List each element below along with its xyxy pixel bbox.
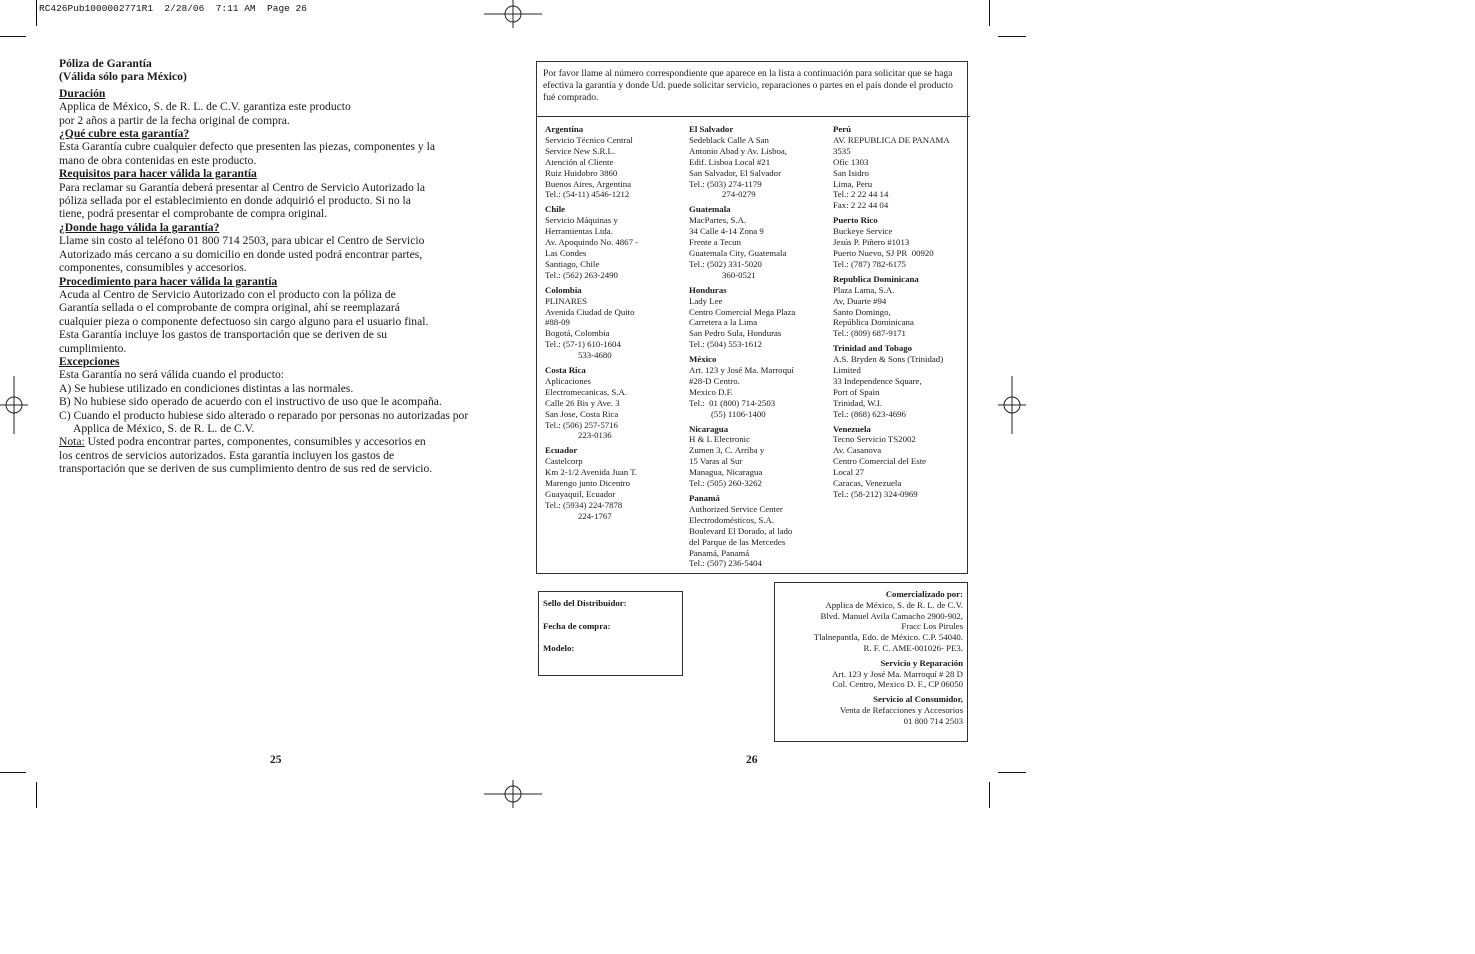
address-line: Limited	[833, 365, 861, 376]
address-line: Tel.: (562) 263-2490	[545, 269, 618, 280]
address-line: Mexico D.F.	[689, 386, 734, 397]
address-line: Authorized Service Center	[689, 503, 783, 514]
address-line: Tel.: (503) 274-1179	[689, 178, 762, 189]
address-line: Av. Casanova	[833, 445, 882, 456]
address-line: Tel.: (868) 623-4696	[833, 408, 906, 419]
paragraph-line: Autorizado más cercano a su domicilio en donde usted podrá encontrar partes,	[59, 247, 423, 261]
address-line: Servicio Técnico Central	[545, 134, 633, 145]
paragraph-line: Garantía sellada o el comprobante de compra original, ahí se reemplazará	[59, 301, 400, 315]
address-line: Blvd. Manuel Avila Camacho 2900-902,	[820, 610, 963, 621]
address-line: Tel.: 2 22 44 14	[833, 189, 889, 200]
address-line: Venta de Refacciones y Accesorios	[839, 704, 963, 715]
address-line: Av. Apoquindo No. 4867 -	[545, 237, 639, 248]
address-line: Electromecanicas, S.A.	[545, 386, 628, 397]
paragraph-line: Llame sin costo al teléfono 01 800 714 2503, para ubicar el Centro de Servicio	[59, 234, 425, 248]
consumer-heading: Servicio al Consumidor,	[873, 694, 963, 705]
address-line: 01 800 714 2503	[903, 715, 963, 726]
crop-mark	[36, 0, 37, 26]
address-line: Atención al Cliente	[545, 156, 614, 167]
registration-mark-icon	[0, 375, 30, 435]
address-line: Guatemala City, Guatemala	[689, 247, 787, 258]
address-line: Applica de México, S. de R. L. de C.V.	[825, 599, 963, 610]
address-line: Trinidad, W.I.	[833, 397, 883, 408]
service-column-1	[545, 124, 685, 522]
note-label: Nota:	[59, 435, 85, 449]
address-line: Art. 123 y José Ma. Marroquí	[689, 365, 794, 376]
address-line: Tel.: (502) 331-5020	[689, 258, 762, 269]
address-line: PLINARES	[545, 295, 588, 306]
country-name: Venezuela	[833, 423, 871, 434]
address-line: Bogotá, Colombia	[545, 328, 610, 339]
address-line: Ofic 1303	[833, 156, 869, 167]
paragraph-line: Esta Garantía no será válida cuando el producto:	[59, 368, 285, 382]
country-name: Perú	[833, 124, 852, 134]
paragraph-line: mano de obra contenidas en este producto.	[59, 153, 257, 167]
address-line: Edif. Lisboa Local #21	[689, 156, 771, 167]
address-line: 3535	[833, 145, 851, 156]
address-line: Fracc Los Pirules	[901, 621, 963, 632]
address-line: Electrodomésticos, S.A.	[689, 514, 775, 525]
address-line: H & L Electronic	[689, 434, 750, 445]
paragraph-line: cualquier pieza o componente defectuoso sin cargo alguno para el usuario final.	[59, 314, 429, 328]
address-line: Km 2-1/2 Avenida Juan T.	[545, 467, 638, 478]
paragraph-line: cumplimiento.	[59, 341, 127, 355]
exception-item: A) Se hubiese utilizado en condiciones distintas a las normales.	[59, 381, 354, 395]
consumer-lines	[773, 705, 963, 727]
note-line: los centros de servicios autorizados. Esta garantía incluyen los gastos de	[59, 448, 395, 462]
country-name: México	[689, 354, 717, 365]
service-column-3	[833, 124, 973, 500]
crop-mark	[36, 782, 37, 808]
address-line: Lima, Peru	[833, 178, 873, 189]
address-line: Castelcorp	[545, 456, 583, 467]
address-line: Tel.: (54-11) 4546-1212	[545, 189, 630, 200]
address-line: 223-0136	[545, 430, 612, 441]
country-name: Honduras	[689, 284, 727, 295]
address-line: San Salvador, El Salvador	[689, 167, 781, 178]
address-line: 360-0521	[689, 269, 756, 280]
address-line: Servicio Máquinas y	[545, 215, 618, 226]
commercialized-content	[773, 589, 963, 727]
address-line: Buckeye Service	[833, 226, 893, 237]
address-line: Santo Domingo,	[833, 306, 891, 317]
address-line: Jesús P. Piñero #1013	[833, 237, 910, 248]
address-line: República Dominicana	[833, 317, 914, 328]
address-line: Tel.: (506) 257-5716	[545, 419, 618, 430]
policy-subtitle: (Válida sólo para México)	[59, 70, 187, 84]
address-line: #88-09	[545, 317, 570, 328]
address-line: Tel.: (505) 260-3262	[689, 478, 762, 489]
address-line: Avenida Ciudad de Quito	[545, 306, 635, 317]
page-number-right: 26	[746, 754, 758, 766]
address-line: Tel.: (5934) 224-7878	[545, 499, 623, 510]
address-line: MacPartes, S.A.	[689, 215, 747, 226]
address-line: R. F. C. AME-001026- PE3.	[863, 642, 963, 653]
address-line: Service New S.R.L.	[545, 145, 616, 156]
address-line: Ruiz Huidobro 3860	[545, 167, 618, 178]
address-line: 15 Varas al Sur	[689, 456, 743, 467]
address-line: Sedeblack Calle A San	[689, 134, 769, 145]
address-line: Boulevard El Dorado, al lado	[689, 525, 793, 536]
paragraph-line: Esta Garantía cubre cualquier defecto que presenten las piezas, componentes y la	[59, 140, 435, 154]
note-line	[59, 435, 499, 448]
address-line: Frente a Tecun	[689, 237, 741, 248]
address-line: Centro Comercial del Este	[833, 456, 927, 467]
country-name: Chile	[545, 204, 566, 215]
address-line: Zumen 3, C. Arriba y	[689, 445, 765, 456]
purchase-date-label: Fecha de compra:	[543, 621, 611, 631]
address-line: Aplicaciones	[545, 375, 591, 386]
crop-mark	[998, 772, 1026, 773]
address-line: Fax: 2 22 44 04	[833, 200, 889, 211]
paragraph-line: Applica de México, S. de R. L. de C.V. garantiza este producto	[59, 100, 351, 114]
service-column-2	[689, 124, 829, 569]
address-line: Lady Lee	[689, 295, 723, 306]
registration-mark-icon	[997, 375, 1027, 435]
address-line: Marengo junto Dicentro	[545, 478, 631, 489]
address-line: AV. REPUBLICA DE PANAMA	[833, 134, 950, 145]
procedimiento-heading: Procedimiento para hacer válida la garantía	[59, 274, 278, 288]
paragraph-line: Para reclamar su Garantía deberá presentar al Centro de Servicio Autorizado la	[59, 180, 426, 194]
address-line: Herramientas Ltda.	[545, 226, 613, 237]
cubre-heading: ¿Qué cubre esta garantía?	[59, 127, 190, 141]
address-line: Guayaquil, Ecuador	[545, 489, 616, 499]
crop-mark	[998, 36, 1026, 37]
address-line: Tecno Servicio TS2002	[833, 434, 916, 445]
address-line: 224-1767	[545, 510, 612, 521]
commercialized-by-box	[774, 582, 968, 742]
address-line: A.S. Bryden & Sons (Trinidad)	[833, 354, 944, 365]
address-line: Tel.: (787) 782-6175	[833, 258, 906, 269]
donde-heading: ¿Donde hago válida la garantía?	[59, 220, 220, 234]
registration-mark-icon	[484, 780, 544, 810]
country-name: Costa Rica	[545, 365, 586, 376]
page-number-left: 25	[270, 754, 282, 766]
address-line: Panamá, Panamá	[689, 547, 750, 558]
address-line: Plaza Lama, S.A.	[833, 284, 895, 295]
address-line: Antonio Abad y Av. Lisboa,	[689, 145, 787, 156]
requisitos-heading: Requisitos para hacer válida la garantía	[59, 167, 257, 181]
warranty-policy-text	[59, 57, 499, 476]
crop-mark	[0, 772, 26, 773]
exception-item: B) No hubiese sido operado de acuerdo con el instructivo de uso que le acompaña.	[59, 395, 442, 409]
address-line: Local 27	[833, 467, 865, 478]
note-text: Usted podra encontrar partes, componentes, consumibles y accesorios en	[84, 435, 426, 449]
address-line: 34 Calle 4-14 Zona 9	[689, 226, 764, 237]
note-line: transportación que se deriven de sus cumplimiento dentro de sus red de servicio.	[59, 462, 433, 476]
country-name: Republica Dominicana	[833, 273, 919, 284]
address-line: Caracas, Venezuela	[833, 478, 902, 489]
address-line: Port of Spain	[833, 386, 880, 397]
country-name: El Salvador	[689, 124, 734, 134]
commercialized-heading: Comercializado por:	[885, 589, 963, 599]
address-line: Art. 123 y José Ma. Marroquí # 28 D	[832, 668, 963, 679]
address-line: San Pedro Sula, Honduras	[689, 328, 782, 339]
address-line: Carretera a la Lima	[689, 317, 758, 328]
address-line: San Isidro	[833, 167, 869, 178]
exception-item: C) Cuando el producto hubiese sido alterado o reparado por personas no autorizadas por Applica de México, S. de R. L. de C.V.	[59, 408, 469, 435]
address-line: del Parque de las Mercedes	[689, 536, 786, 547]
commercialized-lines	[773, 600, 963, 654]
address-line: Puerto Nuevo, SJ PR 00920	[833, 247, 934, 258]
address-line: 533-4680	[545, 350, 612, 361]
address-line: Centro Comercial Mega Plaza	[689, 306, 796, 317]
address-line: 274-0279	[689, 189, 756, 200]
duracion-heading: Duración	[59, 86, 106, 100]
service-lines	[773, 669, 963, 691]
service-intro: Por favor llame al número correspondiente que aparece en la lista a continuación para solicitar que se haga efectiva la garantía y donde Ud. puede solicitar servicio, reparaciones o partes en el país donde el producto fué comprado.	[543, 68, 953, 104]
crop-mark	[989, 0, 990, 26]
service-heading: Servicio y Reparación	[880, 657, 963, 668]
address-line: Col. Centro, Mexico D. F., CP 06050	[832, 679, 963, 690]
model-label: Modelo:	[543, 643, 575, 653]
country-name: Puerto Rico	[833, 215, 878, 226]
registration-mark-icon	[484, 0, 544, 30]
country-name: Argentina	[545, 124, 584, 134]
address-line: Av, Duarte #94	[833, 295, 887, 306]
country-name: Nicaragua	[689, 423, 729, 434]
address-line: Santiago, Chile	[545, 258, 600, 269]
country-name: Panamá	[689, 493, 720, 503]
print-slug: RC426Pub1000002771R1 2/28/06 7:11 AM Page 26	[39, 3, 307, 14]
paragraph-line: componentes, consumibles y accesorios.	[59, 261, 247, 275]
address-line: (55) 1106-1400	[689, 408, 766, 419]
policy-title: Póliza de Garantía	[59, 57, 152, 70]
address-line: Calle 26 Bis y Ave. 3	[545, 397, 620, 408]
crop-mark	[989, 782, 990, 808]
address-line: #28-D Centro.	[689, 375, 740, 386]
paragraph-line: tiene, podrá presentar el comprobante de compra original.	[59, 207, 328, 221]
address-line: Buenos Aires, Argentina	[545, 178, 632, 189]
address-line: 33 Independence Square,	[833, 375, 922, 386]
address-line: Tel.: (58-212) 324-0969	[833, 489, 918, 499]
address-line: Tel.: (57-1) 610-1604	[545, 339, 621, 350]
distributor-stamp-box	[538, 591, 683, 676]
address-line: Las Condes	[545, 247, 587, 258]
paragraph-line: póliza sellada por el establecimiento en donde adquirió el producto. Si no la	[59, 194, 411, 208]
address-line: Tel.: 01 (800) 714-2503	[689, 397, 776, 408]
stamp-label: Sello del Distribuidor:	[543, 598, 627, 608]
country-name: Trinidad and Tobago	[833, 343, 913, 354]
country-name: Colombia	[545, 284, 582, 295]
country-name: Guatemala	[689, 204, 731, 215]
address-line: San Jose, Costa Rica	[545, 408, 619, 419]
address-line: Tel.: (507) 236-5404	[689, 558, 762, 569]
address-line: Managua, Nicaragua	[689, 467, 763, 478]
address-line: Tel.: (809) 687-9171	[833, 328, 906, 339]
crop-mark	[0, 36, 26, 37]
divider	[536, 116, 970, 117]
paragraph-line: Acuda al Centro de Servicio Autorizado con el producto con la póliza de	[59, 287, 396, 301]
country-name: Ecuador	[545, 445, 578, 456]
paragraph-line: por 2 años a partir de la fecha original de compra.	[59, 113, 290, 127]
paragraph-line: Esta Garantía incluye los gastos de transportación que se deriven de su	[59, 328, 388, 342]
address-line: Tel.: (504) 553-1612	[689, 339, 762, 350]
address-line: Tlalnepantla, Edo. de México. C.P. 54040.	[813, 632, 963, 643]
excepciones-heading: Excepciones	[59, 354, 120, 368]
